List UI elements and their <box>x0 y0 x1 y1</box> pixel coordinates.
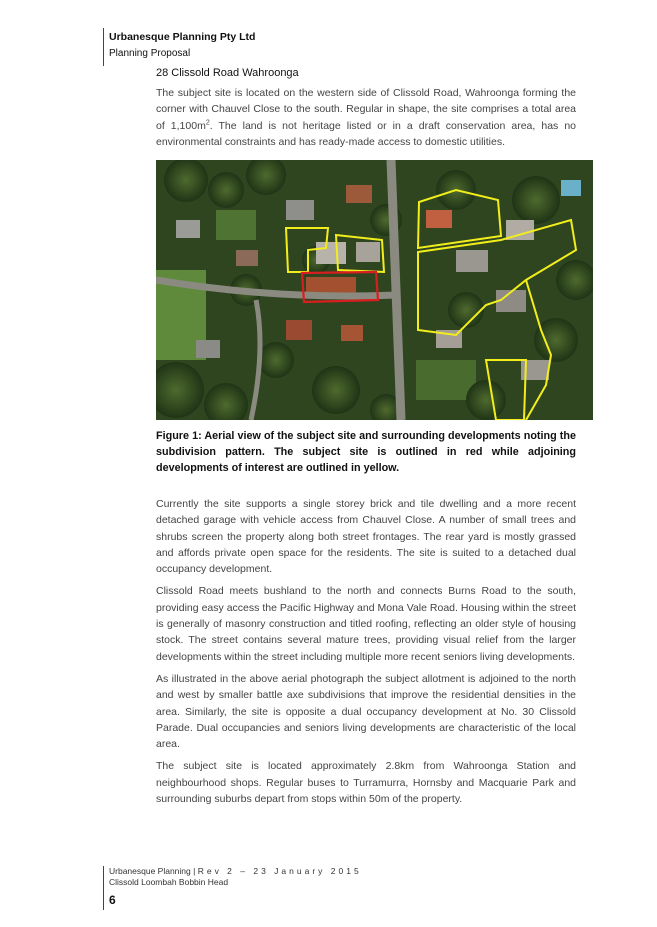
page-header <box>103 28 255 66</box>
paragraph: Currently the site supports a single storey brick and tile dwelling and a more recent detached garage with vehicle access from Chauvel Close. A number of small trees and shrubs screen the property along both street frontages. The rear yard is mostly grassed and affords private open space for the residents. The site is suited to a detached dual occupancy development. <box>156 498 576 576</box>
section-title: 28 Clissold Road Wahroonga <box>156 67 299 79</box>
description-section <box>156 496 576 813</box>
aerial-map-illustration <box>156 160 593 420</box>
header-document-title: Planning Proposal <box>109 48 191 59</box>
header-company: Urbanesque Planning Pty Ltd <box>109 31 256 43</box>
footer-revision-line: Urbanesque Planning | Rev 2 – 23 January 2015 <box>109 866 362 876</box>
figure-caption: Figure 1: Aerial view of the subject site and surrounding developments noting the subdivision pattern. The subject site is outlined in red while adjoining developments of interest are outlined in yellow. <box>156 430 576 474</box>
footer-revision: Rev 2 – 23 January 2015 <box>197 866 362 876</box>
footer-project: Clissold Loombah Bobbin Head <box>109 877 229 887</box>
page-number: 6 <box>109 893 116 907</box>
paragraph: The subject site is located approximately 2.8km from Wahroonga Station and neighbourhood shops. Regular buses to Turramurra, Hornsby and Macquarie Park and surrounding suburbs depart from stops within 50m of the property. <box>156 760 576 806</box>
paragraph: Clissold Road meets bushland to the north and connects Burns Road to the south, providing easy access the Pacific Highway and Mona Vale Road. Housing within the street is generally of masonry construction and titled roofing, reflecting an older style of housing stock. The street contains several mature trees, providing visual relief from the larger developments within the street including multiple more recent seniors living developments. <box>156 585 576 663</box>
intro-section <box>156 67 576 156</box>
paragraph: As illustrated in the above aerial photograph the subject allotment is adjoined to the north and west by smaller battle axe subdivisions that improve the residential densities in the area. Similarly, the site is opposite a dual occupancy development at No. 30 Clissold Parade. Dual occupancies and seniors living developments are characteristic of the local area. <box>156 672 576 751</box>
intro-paragraph: The subject site is located on the western side of Clissold Road, Wahroonga forming the corner with Chauvel Close to the south. Regular in shape, the site comprises a total area of $1,100m^2$. The land is not heritage listed or in a draft conservation area, has no environmental constraints and has ready-made access to domestic utilities. <box>156 87 576 148</box>
page-footer <box>103 866 362 910</box>
aerial-photo <box>156 160 593 420</box>
